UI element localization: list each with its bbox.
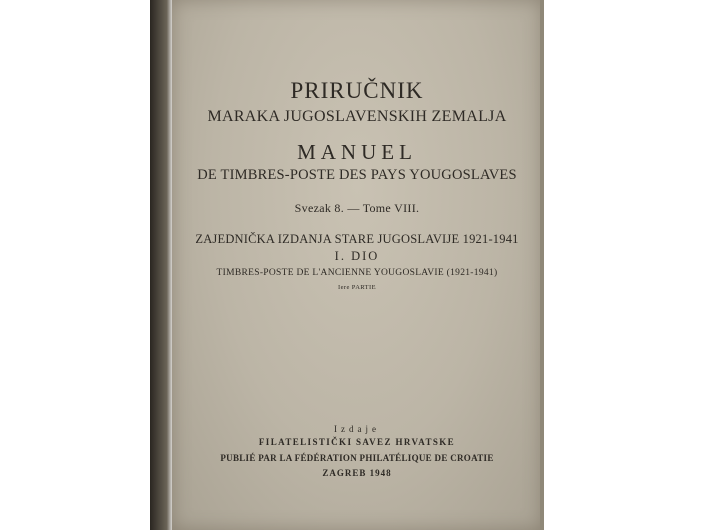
place-and-year: ZAGREB 1948 (322, 468, 392, 478)
subject-french: TIMBRES-POSTE DE L'ANCIENNE YOUGOSLAVIE (1921-1941) (216, 268, 498, 278)
booklet-cover (172, 0, 542, 530)
volume-label: Svezak 8. — Tome VIII. (294, 201, 420, 215)
title-main: PRIRUČNIK (290, 78, 424, 103)
publisher-croatian: FILATELISTIČKI SAVEZ HRVATSKE (258, 437, 456, 447)
subject-croatian: ZAJEDNIČKA IZDANJA STARE JUGOSLAVIJE 1921-1941 (195, 232, 519, 246)
part-french: Iere PARTIE (338, 284, 376, 291)
title-subtitle: MARAKA JUGOSLAVENSKIH ZEMALJA (207, 108, 507, 125)
title-french-subtitle: DE TIMBRES-POSTE DES PAYS YOUGOSLAVES (197, 167, 517, 183)
book-spine-shadow (150, 0, 174, 530)
publisher-french: PUBLIÉ PAR LA FÉDÉRATION PHILATÉLIQUE DE CROATIE (220, 453, 494, 463)
part-croatian: I. DIO (334, 249, 380, 263)
title-french: MANUEL (297, 140, 417, 164)
publisher-intro: Izdaje (334, 424, 380, 434)
booklet-right-edge (540, 0, 544, 530)
